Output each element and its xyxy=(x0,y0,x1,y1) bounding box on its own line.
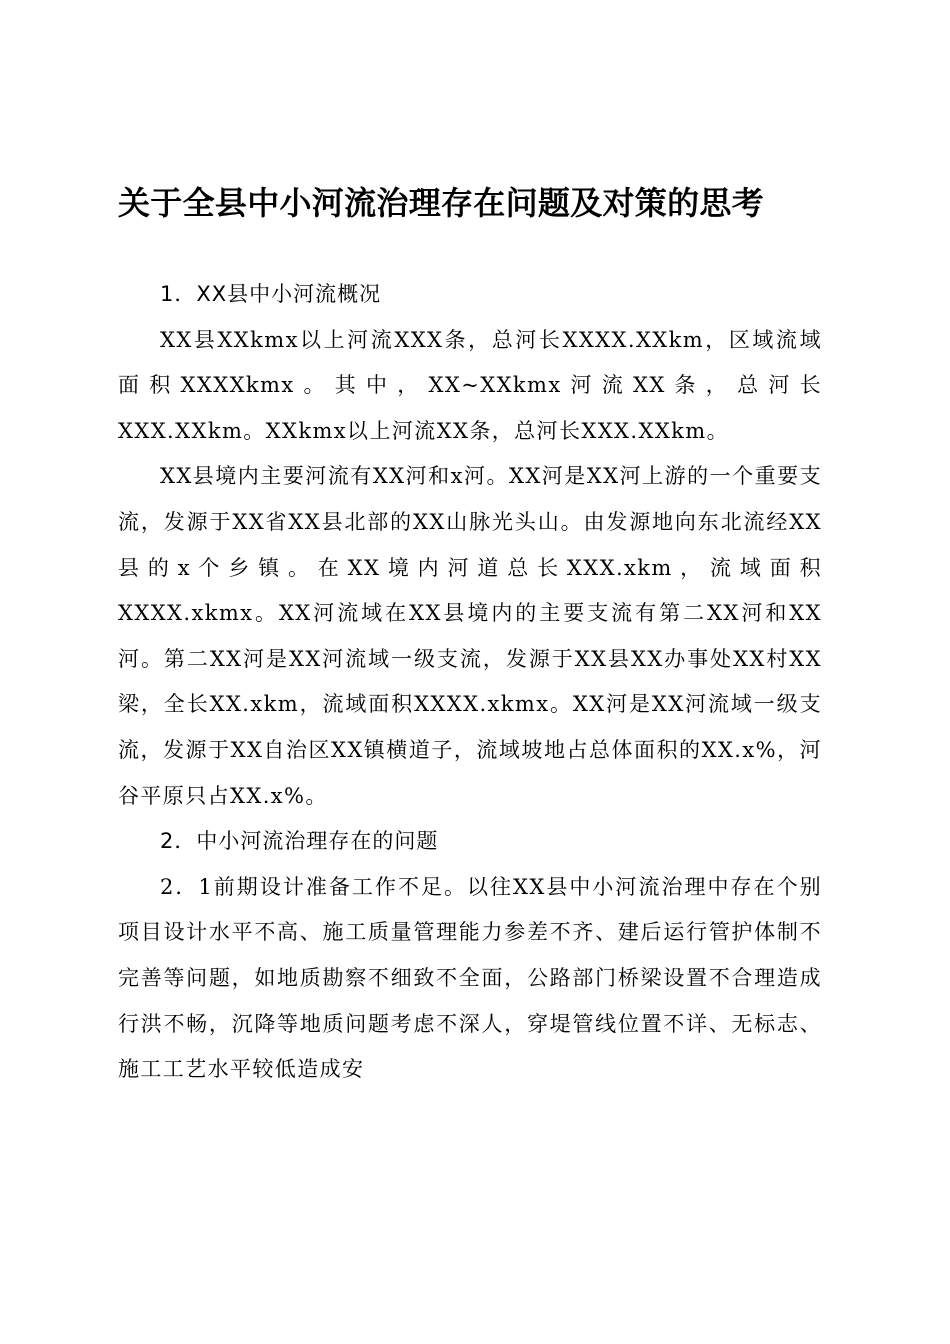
document-title: 关于全县中小河流治理存在问题及对策的思考 xyxy=(118,184,765,222)
paragraph-main-rivers: XX县境内主要河流有XX河和x河。XX河是XX河上游的一个重要支流，发源于XX省XX县北部的XX山脉光头山。由发源地向东北流经XX县的x个乡镇。在XX境内河道总长XXX.xkm，流域面积XXXX.xkmx。XX河流域在XX县境内的主要支流有第二XX河和XX河。第二XX河是XX河流域一级支流，发源于XX县XX办事处XX村XX梁，全长XX.xkm，流域面积XXXX.xkmx。XX河是XX河流域一级支流，发源于XX自治区XX镇横道子，流域坡地占总体面积的XX.x%，河谷平原只占XX.x%。 xyxy=(118,464,822,808)
document-body xyxy=(118,272,822,1093)
paragraph-overview-stats: XX县XXkmx以上河流XXX条，总河长XXXX.XXkm，区域流域面积XXXXkmx。其中，XX~XXkmx河流XX条，总河长XXX.XXkm。XXkmx以上河流XX条，总河长XXX.XXkm。 xyxy=(118,327,822,443)
section-heading-problems: 2．中小河流治理存在的问题 xyxy=(160,829,439,854)
section-heading-overview: 1．XX县中小河流概况 xyxy=(160,282,382,306)
paragraph-design-preparation: 2．1前期设计准备工作不足。以往XX县中小河流治理中存在个别项目设计水平不高、施工质量管理能力参差不齐、建后运行管护体制不完善等问题，如地质勘察不细致不全面，公路部门桥梁设置不合理造成行洪不畅，沉降等地质问题考虑不深人，穿堤管线位置不详、无标志、施工工艺水平较低造成安 xyxy=(118,874,822,1082)
